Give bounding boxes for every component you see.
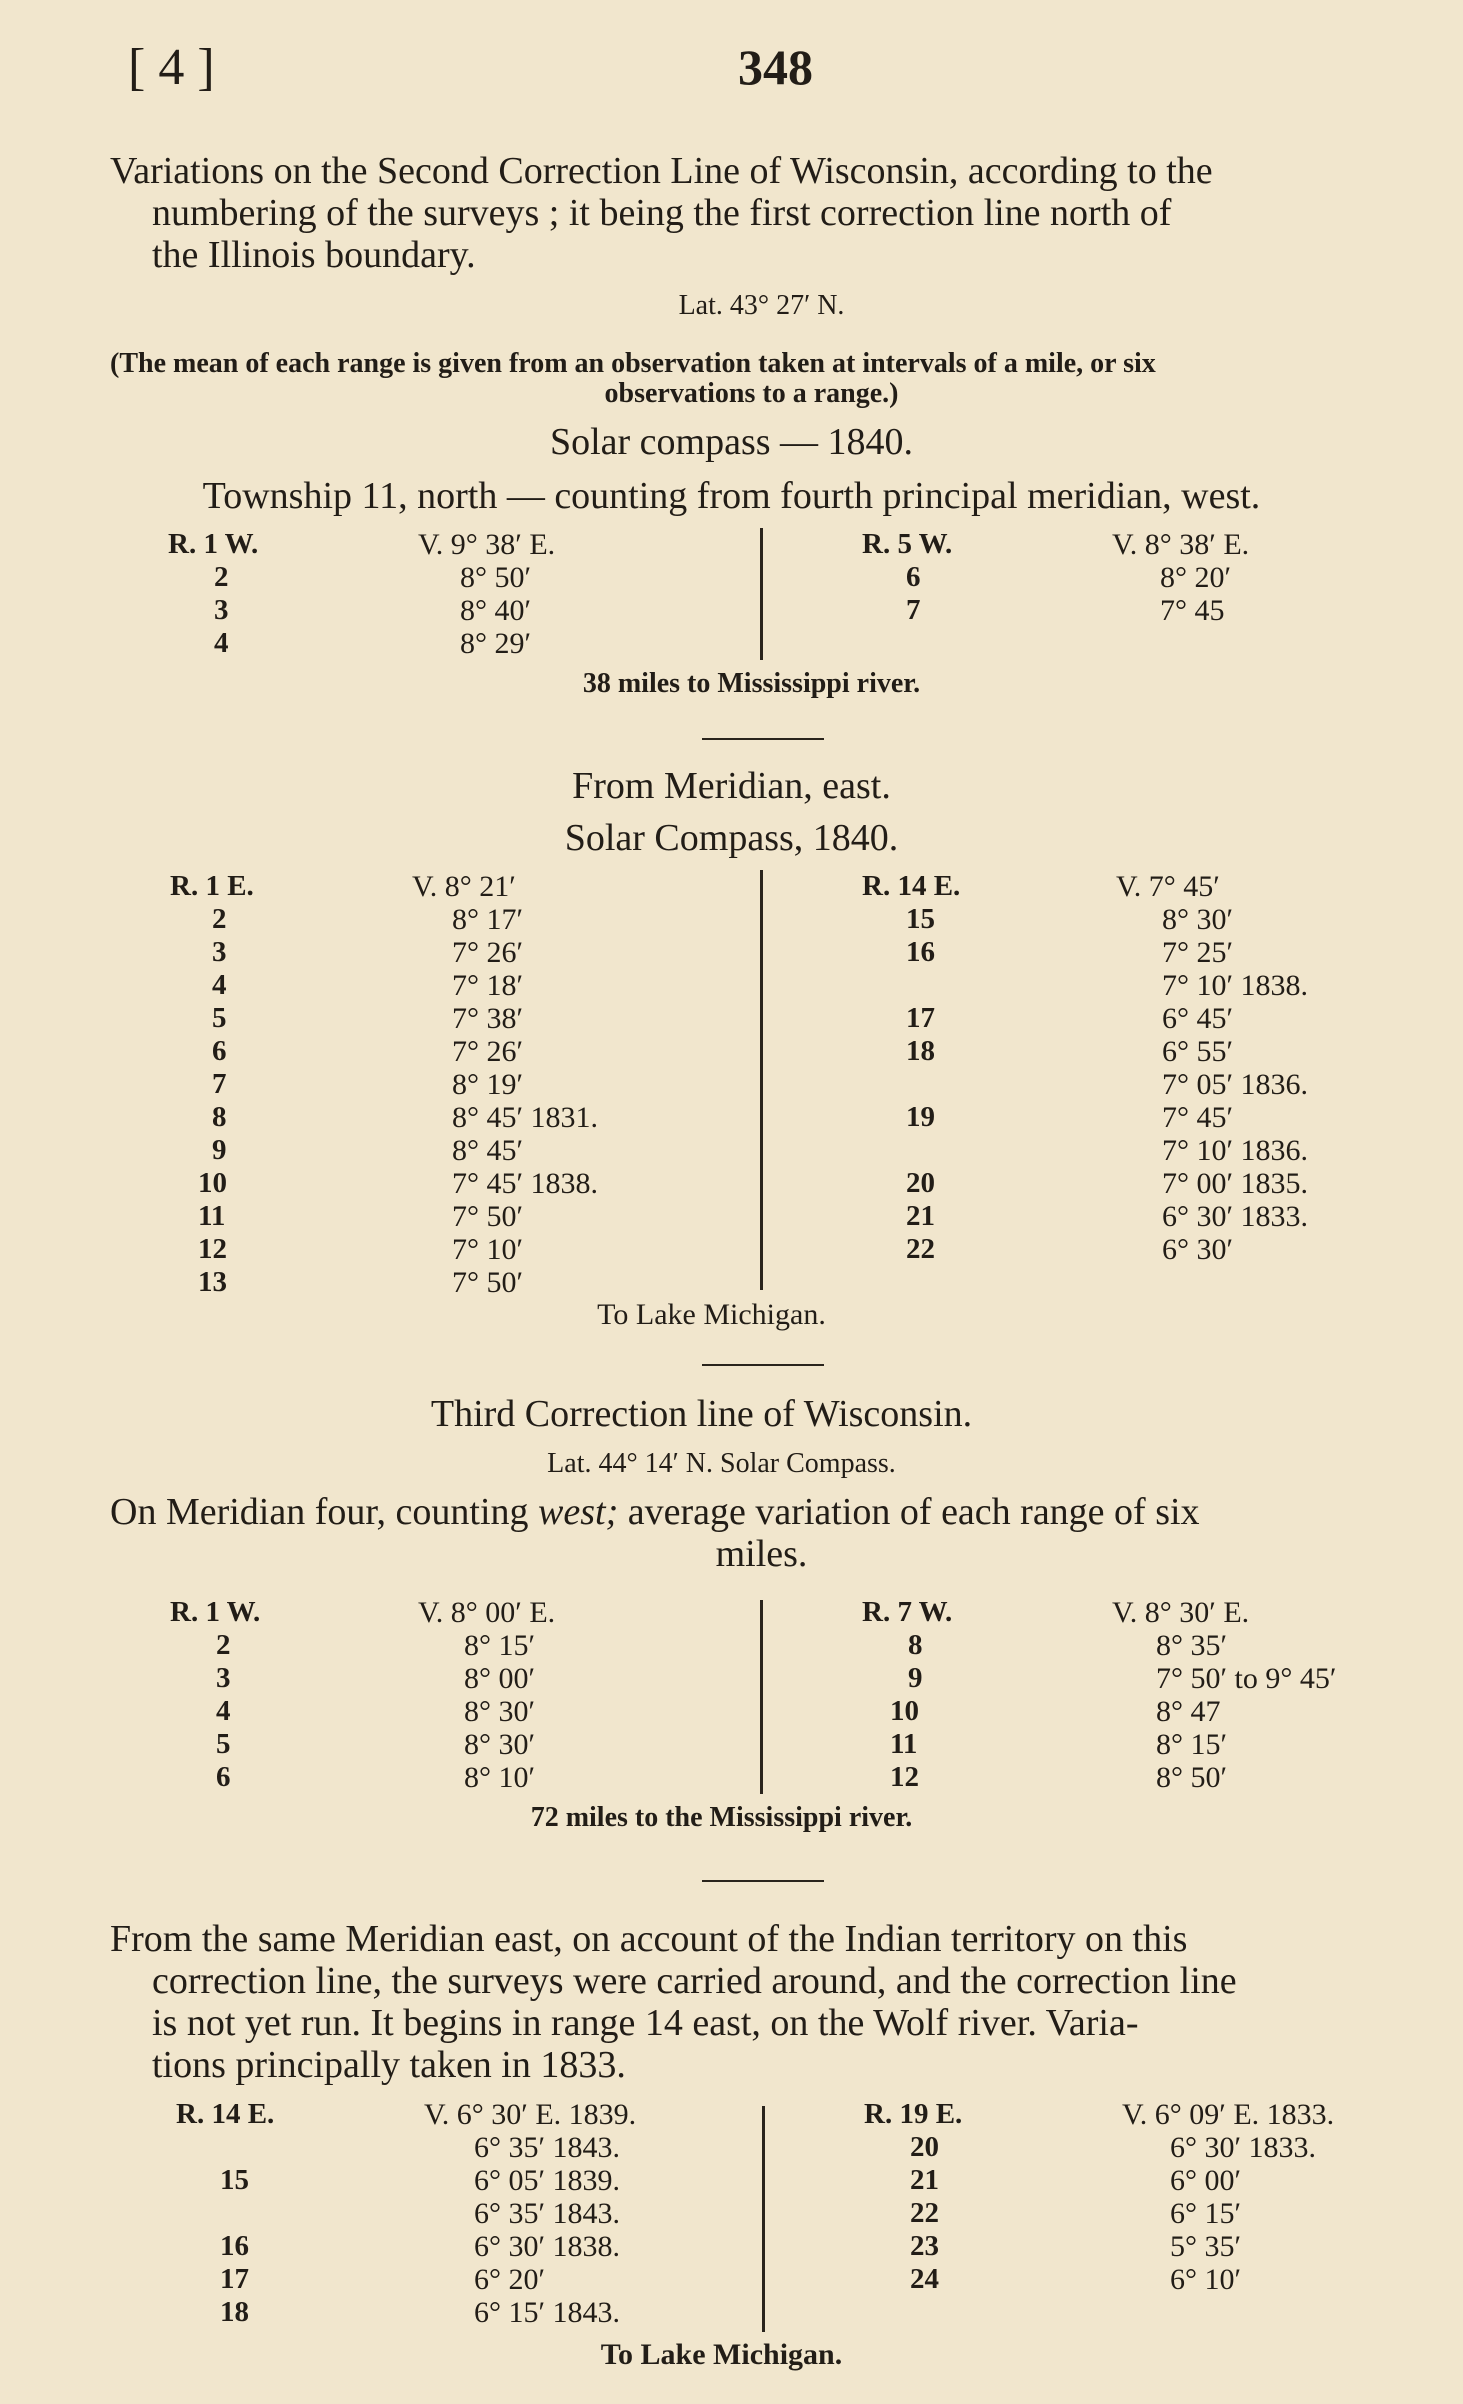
range-cell: 16 bbox=[906, 936, 935, 968]
range-cell bbox=[862, 1134, 960, 1167]
range-cell: 4 bbox=[216, 1695, 231, 1727]
range-cell: 2 bbox=[214, 561, 229, 593]
variation-cell: 5° 35′ bbox=[1170, 2230, 1242, 2263]
range-cell: 22 bbox=[910, 2197, 939, 2229]
range-cell: 11 bbox=[198, 1200, 226, 1232]
variation-cell: 7° 18′ bbox=[452, 969, 524, 1002]
range-cell: 11 bbox=[890, 1728, 918, 1760]
variation-cell: 8° 29′ bbox=[460, 627, 532, 660]
variation-cell: 6° 15′ bbox=[1170, 2197, 1242, 2230]
table4-left-ranges bbox=[176, 2098, 274, 2329]
range-cell: 8 bbox=[908, 1629, 923, 1661]
variation-cell: 8° 15′ bbox=[464, 1629, 536, 1662]
variation-cell: 7° 10′ bbox=[452, 1233, 524, 1266]
table2-right-ranges bbox=[862, 870, 960, 1266]
intro-line: Variations on the Second Correction Line of Wisconsin, according to the bbox=[110, 150, 1213, 192]
intro-note-line: (The mean of each range is given from an observation taken at intervals of a mile, or six bbox=[110, 348, 1156, 379]
variation-cell: 6° 05′ 1839. bbox=[474, 2164, 621, 2197]
variation-cell: 6° 55′ bbox=[1162, 1035, 1234, 1068]
variation-cell: 7° 45′ bbox=[1162, 1101, 1234, 1134]
table1-footer: 38 miles to Mississippi river. bbox=[582, 668, 921, 699]
variation-cell: 7° 05′ 1836. bbox=[1162, 1068, 1309, 1101]
variation-cell: 7° 10′ 1838. bbox=[1162, 969, 1309, 1002]
range-cell: 6 bbox=[212, 1035, 227, 1067]
range-cell: R. 7 W. bbox=[862, 1596, 953, 1628]
variation-cell: V. 8° 38′ E. bbox=[1112, 528, 1250, 561]
range-cell: R. 1 W. bbox=[168, 528, 259, 560]
range-cell: R. 14 E. bbox=[862, 870, 961, 902]
variation-cell: 7° 50′ bbox=[452, 1200, 524, 1233]
intro-latitude: Lat. 43° 27′ N. bbox=[678, 290, 845, 321]
variation-cell: 6° 35′ 1843. bbox=[474, 2131, 621, 2164]
range-cell bbox=[862, 969, 960, 1002]
section4-line: is not yet run. It begins in range 14 east, on the Wolf river. Varia- bbox=[152, 2002, 1139, 2044]
section3-desc-emphasis: west; bbox=[538, 1491, 619, 1533]
table2-left-values bbox=[412, 870, 598, 1299]
range-cell: 4 bbox=[214, 627, 229, 659]
range-cell: 18 bbox=[220, 2296, 249, 2328]
table2-divider bbox=[760, 870, 763, 1290]
range-cell: 21 bbox=[910, 2164, 939, 2196]
variation-cell: 6° 15′ 1843. bbox=[474, 2296, 621, 2329]
range-cell: 8 bbox=[212, 1101, 227, 1133]
variation-cell: 7° 00′ 1835. bbox=[1162, 1167, 1309, 1200]
table1-divider bbox=[760, 528, 763, 660]
variation-cell: V. 8° 00′ E. bbox=[418, 1596, 556, 1629]
range-cell: 10 bbox=[198, 1167, 227, 1199]
variation-cell: V. 6° 30′ E. 1839. bbox=[424, 2098, 637, 2131]
table4-footer: To Lake Michigan. bbox=[600, 2338, 843, 2371]
range-cell: R. 19 E. bbox=[864, 2098, 963, 2130]
variation-cell: V. 8° 30′ E. bbox=[1112, 1596, 1250, 1629]
range-cell: 9 bbox=[212, 1134, 227, 1166]
intro-compass: Solar compass — 1840. bbox=[549, 421, 914, 463]
variation-cell: 8° 30′ bbox=[464, 1728, 536, 1761]
range-cell: 24 bbox=[910, 2263, 939, 2295]
range-cell: 10 bbox=[890, 1695, 919, 1727]
intro-note-line: observations to a range.) bbox=[604, 378, 899, 409]
variation-cell: 8° 47 bbox=[1156, 1695, 1221, 1728]
range-cell: 2 bbox=[216, 1629, 231, 1661]
range-cell: 12 bbox=[198, 1233, 227, 1265]
township-heading: Township 11, north — counting from fourth principal meridian, west. bbox=[202, 475, 1261, 517]
range-cell: 13 bbox=[198, 1266, 227, 1298]
table3-left-ranges bbox=[170, 1596, 260, 1794]
intro-line: the Illinois boundary. bbox=[152, 234, 476, 276]
variation-cell: V. 9° 38′ E. bbox=[418, 528, 556, 561]
variation-cell: 8° 20′ bbox=[1160, 561, 1232, 594]
table1-left-values bbox=[418, 528, 555, 660]
variation-cell: 7° 38′ bbox=[452, 1002, 524, 1035]
variation-cell: 8° 19′ bbox=[452, 1068, 524, 1101]
section-divider bbox=[702, 738, 824, 740]
section3-desc-suffix: average variation of each range of six bbox=[618, 1491, 1200, 1533]
range-cell: 12 bbox=[890, 1761, 919, 1793]
range-cell bbox=[176, 2131, 274, 2164]
range-cell: 6 bbox=[906, 561, 921, 593]
table4-right-values bbox=[1122, 2098, 1334, 2296]
variation-cell: 6° 35′ 1843. bbox=[474, 2197, 621, 2230]
table3-left-values bbox=[418, 1596, 555, 1794]
section2-title: From Meridian, east. bbox=[572, 765, 891, 807]
variation-cell: 8° 40′ bbox=[460, 594, 532, 627]
range-cell: R. 1 W. bbox=[170, 1596, 261, 1628]
variation-cell: 7° 50′ bbox=[452, 1266, 524, 1299]
intro-line: numbering of the surveys ; it being the first correction line north of bbox=[152, 192, 1172, 234]
section3-title: Third Correction line of Wisconsin. bbox=[430, 1393, 973, 1435]
range-cell: R. 5 W. bbox=[862, 528, 953, 560]
variation-cell: 7° 10′ 1836. bbox=[1162, 1134, 1309, 1167]
variation-cell: 6° 30′ bbox=[1162, 1233, 1234, 1266]
variation-cell: 8° 45′ bbox=[452, 1134, 524, 1167]
variation-cell: 6° 30′ 1838. bbox=[474, 2230, 621, 2263]
table4-left-values bbox=[424, 2098, 636, 2329]
range-cell: R. 14 E. bbox=[176, 2098, 275, 2130]
range-cell: 5 bbox=[212, 1002, 227, 1034]
range-cell: 5 bbox=[216, 1728, 231, 1760]
table3-right-values bbox=[1112, 1596, 1336, 1794]
variation-cell: 8° 50′ bbox=[1156, 1761, 1228, 1794]
variation-cell: 7° 45 bbox=[1160, 594, 1225, 627]
variation-cell: 8° 30′ bbox=[1162, 903, 1234, 936]
variation-cell: 6° 20′ bbox=[474, 2263, 546, 2296]
section3-desc-prefix: On Meridian four, counting bbox=[110, 1491, 539, 1533]
table4-right-ranges bbox=[864, 2098, 962, 2296]
variation-cell: 7° 25′ bbox=[1162, 936, 1234, 969]
intro-paragraph bbox=[110, 150, 1213, 276]
range-cell bbox=[176, 2197, 274, 2230]
variation-cell: V. 7° 45′ bbox=[1116, 870, 1220, 903]
range-cell: 20 bbox=[910, 2131, 939, 2163]
variation-cell: V. 6° 09′ E. 1833. bbox=[1122, 2098, 1335, 2131]
range-cell: 6 bbox=[216, 1761, 231, 1793]
section2-compass: Solar Compass, 1840. bbox=[564, 817, 899, 859]
section3-description bbox=[110, 1490, 1200, 1534]
variation-cell: 8° 00′ bbox=[464, 1662, 536, 1695]
variation-cell: 7° 50′ to 9° 45′ bbox=[1156, 1662, 1337, 1695]
table1-right-ranges bbox=[862, 528, 952, 627]
variation-cell: 8° 35′ bbox=[1156, 1629, 1228, 1662]
variation-cell: 8° 15′ bbox=[1156, 1728, 1228, 1761]
section-divider bbox=[702, 1880, 824, 1882]
range-cell: 20 bbox=[906, 1167, 935, 1199]
table2-footer: To Lake Michigan. bbox=[597, 1298, 826, 1331]
range-cell: 17 bbox=[220, 2263, 249, 2295]
range-cell: 16 bbox=[220, 2230, 249, 2262]
variation-cell: 6° 00′ bbox=[1170, 2164, 1242, 2197]
range-cell: 3 bbox=[216, 1662, 231, 1694]
section-divider bbox=[702, 1364, 824, 1366]
section3-latitude: Lat. 44° 14′ N. Solar Compass. bbox=[547, 1448, 896, 1479]
table4-divider bbox=[762, 2106, 765, 2332]
variation-cell: V. 8° 21′ bbox=[412, 870, 516, 903]
range-cell: 21 bbox=[906, 1200, 935, 1232]
section4-line: correction line, the surveys were carried around, and the correction line bbox=[152, 1960, 1237, 2002]
variation-cell: 8° 17′ bbox=[452, 903, 524, 936]
variation-cell: 6° 10′ bbox=[1170, 2263, 1242, 2296]
section4-line: From the same Meridian east, on account of the Indian territory on this bbox=[110, 1918, 1188, 1960]
range-cell: 22 bbox=[906, 1233, 935, 1265]
variation-cell: 8° 50′ bbox=[460, 561, 532, 594]
range-cell: 3 bbox=[212, 936, 227, 968]
range-cell: 9 bbox=[908, 1662, 923, 1694]
section4-paragraph bbox=[110, 1918, 1237, 2086]
table1-left-ranges bbox=[168, 528, 288, 660]
range-cell: 2 bbox=[212, 903, 227, 935]
variation-cell: 6° 30′ 1833. bbox=[1170, 2131, 1317, 2164]
range-cell: 18 bbox=[906, 1035, 935, 1067]
range-cell: 19 bbox=[906, 1101, 935, 1133]
range-cell: 17 bbox=[906, 1002, 935, 1034]
variation-cell: 7° 45′ 1838. bbox=[452, 1167, 599, 1200]
table3-divider bbox=[760, 1600, 763, 1794]
table1-right-values bbox=[1112, 528, 1249, 627]
range-cell: 7 bbox=[906, 594, 921, 626]
section4-line: tions principally taken in 1833. bbox=[152, 2044, 626, 2086]
table3-right-ranges bbox=[862, 1596, 952, 1794]
variation-cell: 7° 26′ bbox=[452, 936, 524, 969]
variation-cell: 8° 10′ bbox=[464, 1761, 536, 1794]
section3-description-line2: miles. bbox=[715, 1533, 808, 1575]
variation-cell: 6° 45′ bbox=[1162, 1002, 1234, 1035]
range-cell: 3 bbox=[214, 594, 229, 626]
range-cell: 15 bbox=[220, 2164, 249, 2196]
range-cell: R. 1 E. bbox=[170, 870, 254, 902]
range-cell: 4 bbox=[212, 969, 227, 1001]
variation-cell: 8° 45′ 1831. bbox=[452, 1101, 599, 1134]
variation-cell: 8° 30′ bbox=[464, 1695, 536, 1728]
variation-cell: 7° 26′ bbox=[452, 1035, 524, 1068]
range-cell: 15 bbox=[906, 903, 935, 935]
variation-cell: 6° 30′ 1833. bbox=[1162, 1200, 1309, 1233]
table2-right-values bbox=[1116, 870, 1308, 1266]
page-number: 348 bbox=[738, 39, 813, 95]
table2-left-ranges bbox=[170, 870, 280, 1299]
range-cell: 7 bbox=[212, 1068, 227, 1100]
range-cell bbox=[862, 1068, 960, 1101]
document-bracket-number: [ 4 ] bbox=[128, 39, 215, 96]
range-cell: 23 bbox=[910, 2230, 939, 2262]
table3-footer: 72 miles to the Mississippi river. bbox=[530, 1802, 913, 1833]
